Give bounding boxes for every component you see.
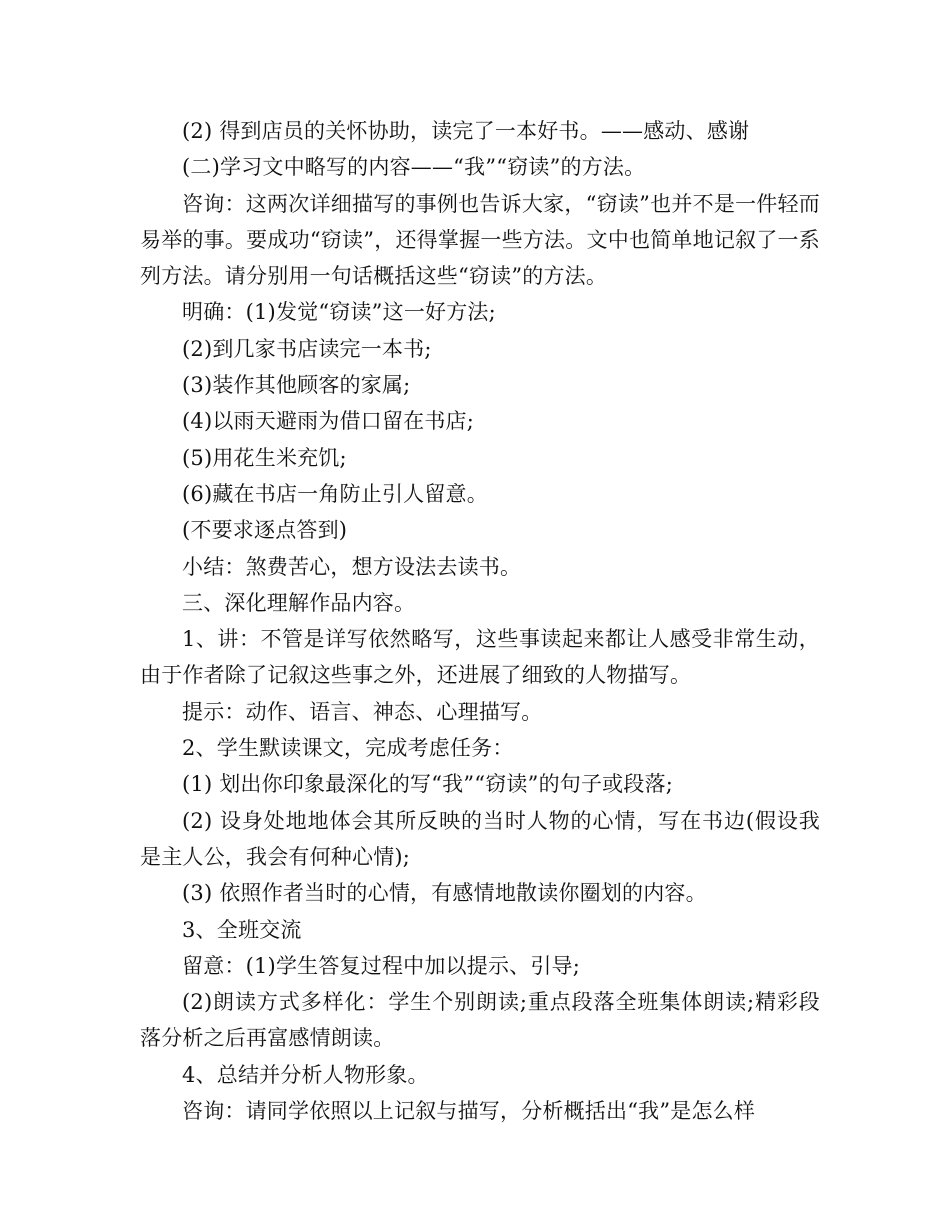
paragraph: 2、学生默读课文，完成考虑任务：: [182, 736, 514, 761]
paragraph: 1、讲：不管是详写依然略写，这些事读起来都让人感受非常生动，由于作者除了记叙这些事之外，还进展了细致的人物描写。: [140, 627, 820, 688]
paragraph: 留意：(1)学生答复过程中加以提示、引导;: [182, 953, 581, 978]
paragraph: 咨询：这两次详细描写的事例也告诉大家，“窃读”也并不是一件轻而易举的事。要成功“窃读”，还得掌握一些方法。文中也简单地记叙了一系列方法。请分别用一句话概括这些“窃读”的方法。: [140, 191, 820, 289]
paragraph: 3、全班交流: [182, 917, 302, 942]
paragraph: (6)藏在书店一角防止引人留意。: [182, 481, 488, 506]
paragraph: 提示：动作、语言、神态、心理描写。: [182, 699, 543, 724]
paragraph: (5)用花生米充饥;: [182, 445, 347, 470]
paragraph: (2)朗读方式多样化：学生个别朗读;重点段落全班集体朗读;精彩段落分析之后再富感情朗读。: [140, 990, 820, 1051]
paragraph: (1) 划出你印象最深化的写“我”“窃读”的句子或段落;: [182, 772, 674, 797]
paragraph: (3) 依照作者当时的心情，有感情地散读你圈划的内容。: [182, 881, 707, 906]
paragraph: 小结：煞费苦心，想方设法去读书。: [182, 554, 522, 579]
document-body: [140, 113, 820, 1129]
paragraph: (二)学习文中略写的内容——“我”“窃读”的方法。: [182, 155, 646, 180]
paragraph: (2) 得到店员的关怀协助，读完了一本好书。——感动、感谢: [182, 119, 750, 143]
paragraph: (2) 设身处地地体会其所反映的当时人物的心情，写在书边(假设我是主人公，我会有何种心情);: [140, 808, 820, 869]
paragraph: 咨询：请同学依照以上记叙与描写，分析概括出“我”是怎么样: [182, 1099, 756, 1124]
paragraph: (不要求逐点答到): [182, 518, 348, 543]
paragraph: (4)以雨天避雨为借口留在书店;: [182, 409, 475, 434]
section-heading: 三、深化理解作品内容。: [182, 590, 416, 615]
paragraph: (2)到几家书店读完一本书;: [182, 336, 432, 361]
paragraph: 明确：(1)发觉“窃读”这一好方法;: [182, 300, 496, 325]
paragraph: (3)装作其他顾客的家属;: [182, 373, 411, 398]
paragraph: 4、总结并分析人物形象。: [182, 1062, 429, 1087]
